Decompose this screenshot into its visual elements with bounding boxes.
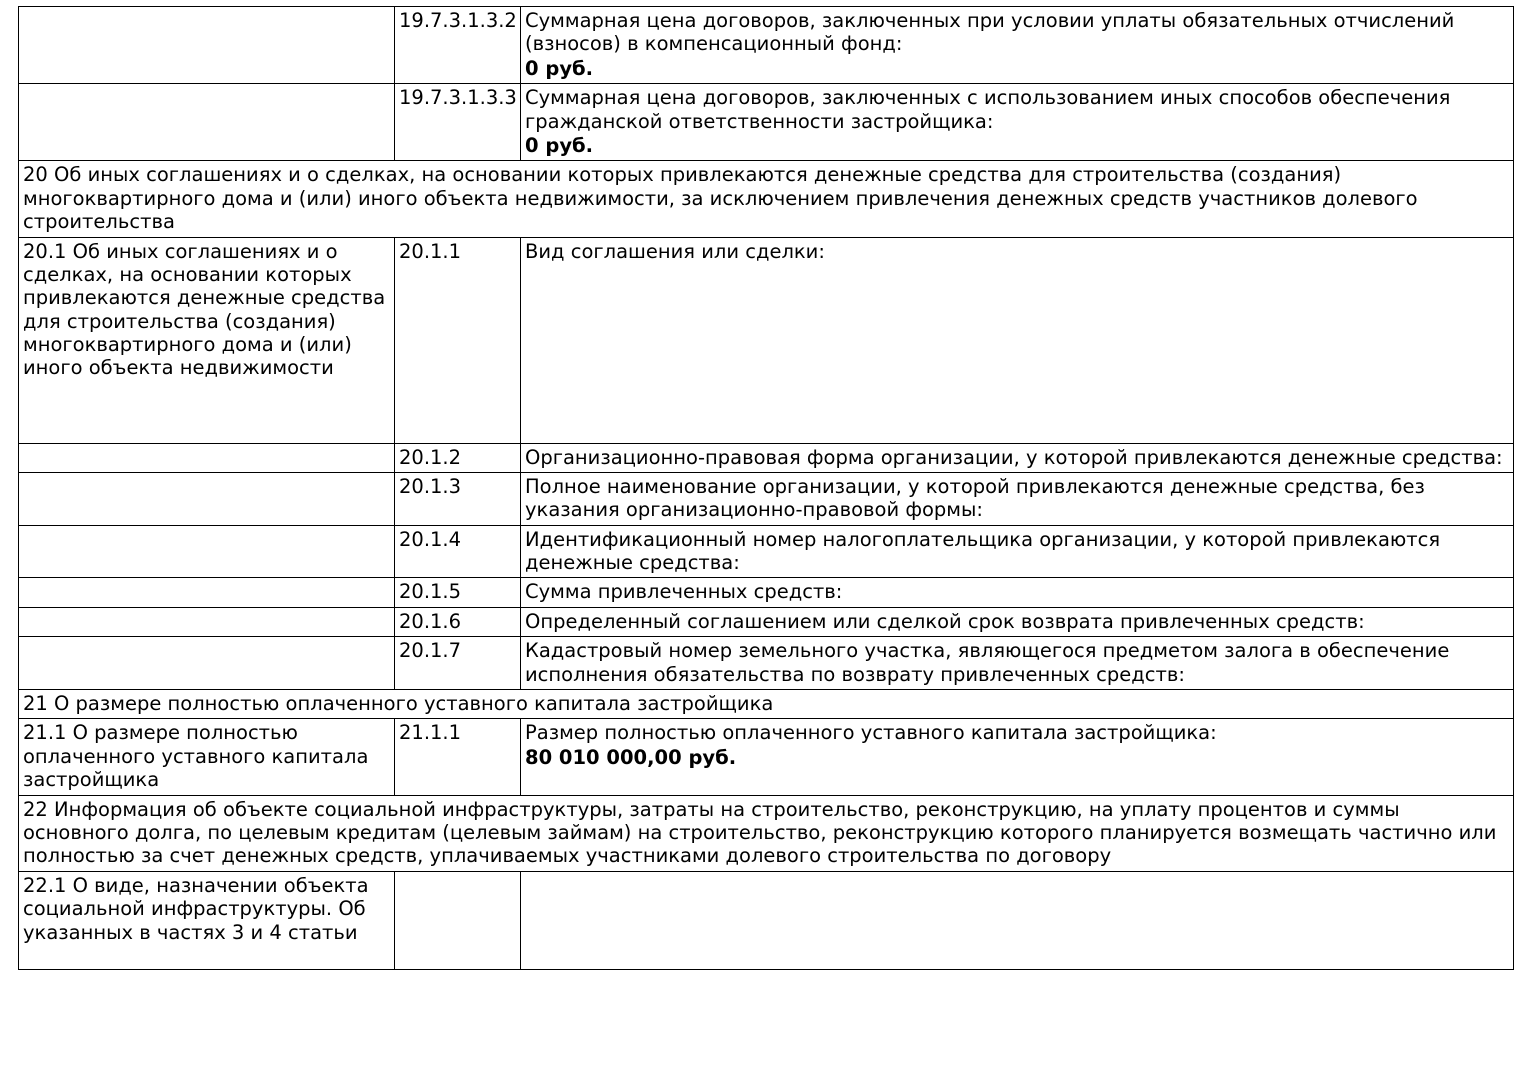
row-content-cell xyxy=(521,443,1514,472)
table-section-row xyxy=(19,161,1514,237)
row-label-cell xyxy=(19,84,395,161)
table-row xyxy=(19,237,1514,443)
row-content-cell xyxy=(521,472,1514,525)
row-content-text: Сумма привлеченных средств: xyxy=(525,580,843,604)
row-number-cell: 20.1.5 xyxy=(395,578,521,607)
row-label-cell xyxy=(19,7,395,84)
row-label-cell xyxy=(19,525,395,578)
row-number-cell: 20.1.6 xyxy=(395,607,521,636)
row-content-text: Определенный соглашением или сделкой срок возврата привлеченных средств: xyxy=(525,609,1365,633)
table-row xyxy=(19,871,1514,969)
row-number-cell: 20.1.2 xyxy=(395,443,521,472)
row-number-cell: 20.1.3 xyxy=(395,472,521,525)
row-label-cell: 21.1 О размере полностью оплаченного уставного капитала застройщика xyxy=(19,719,395,795)
section-heading-22: 22 Информация об объекте социальной инфраструктуры, затраты на строительство, реконструкцию, на уплату процентов и суммы основного долга, по целевым кредитам (целевым займам) на строительство, реконструкцию которого планируется возмещать частично или полностью за счет денежных средств, уплачиваемых участниками долевого строительства по договору xyxy=(19,795,1514,871)
row-label-cell xyxy=(19,607,395,636)
row-label-cell: 22.1 О виде, назначении объекта социальной инфраструктуры. Об указанных в частях 3 и 4 статьи xyxy=(19,871,395,969)
row-content-text: Идентификационный номер налогоплательщика организации, у которой привлекаются денежные средства: xyxy=(525,527,1441,575)
row-number-cell: 20.1.4 xyxy=(395,525,521,578)
row-number-cell: 20.1.7 xyxy=(395,637,521,690)
row-number-cell: 19.7.3.1.3.3 xyxy=(395,84,521,161)
table-row xyxy=(19,443,1514,472)
section-heading-21: 21 О размере полностью оплаченного уставного капитала застройщика xyxy=(19,690,1514,719)
row-content-text: Суммарная цена договоров, заключенных при условии уплаты обязательных отчислений (взносов) в компенсационный фонд: xyxy=(525,9,1455,56)
row-value-text: 0 руб. xyxy=(525,133,594,157)
row-content-cell xyxy=(521,719,1514,795)
row-content-cell xyxy=(521,237,1514,443)
row-content-text: Кадастровый номер земельного участка, являющегося предметом залога в обеспечение исполнения обязательства по возврату привлеченных средств: xyxy=(525,639,1450,686)
section-heading-20: 20 Об иных соглашениях и о сделках, на основании которых привлекаются денежные средства для строительства (создания) многоквартирного дома и (или) иного объекта недвижимости, за исключением привлечения денежных средств участников долевого строительства xyxy=(19,161,1514,237)
row-content-text: Суммарная цена договоров, заключенных с использованием иных способов обеспечения гражданской ответственности застройщика: xyxy=(525,86,1451,133)
row-number-cell: 20.1.1 xyxy=(395,237,521,443)
row-number-cell: 19.7.3.1.3.2 xyxy=(395,7,521,84)
row-label-cell: 20.1 Об иных соглашениях и о сделках, на основании которых привлекаются денежные средства для строительства (создания) многоквартирного дома и (или) иного объекта недвижимости xyxy=(19,237,395,443)
table-body xyxy=(19,7,1514,970)
row-number-cell xyxy=(395,871,521,969)
table-row xyxy=(19,719,1514,795)
row-content-cell xyxy=(521,578,1514,607)
row-value-text: 80 010 000,00 руб. xyxy=(525,745,737,769)
table-row xyxy=(19,578,1514,607)
developer-disclosure-table xyxy=(18,6,1514,970)
row-content-text: Размер полностью оплаченного уставного капитала застройщика: xyxy=(525,721,1217,745)
row-label-cell xyxy=(19,472,395,525)
table-row xyxy=(19,637,1514,690)
table-section-row xyxy=(19,795,1514,871)
row-label-cell xyxy=(19,637,395,690)
table-row xyxy=(19,607,1514,636)
table-row xyxy=(19,84,1514,161)
table-row xyxy=(19,525,1514,578)
row-label-cell xyxy=(19,578,395,607)
table-row xyxy=(19,472,1514,525)
row-content-cell xyxy=(521,637,1514,690)
row-content-cell xyxy=(521,7,1514,84)
row-value-text: 0 руб. xyxy=(525,56,594,80)
row-number-cell: 21.1.1 xyxy=(395,719,521,795)
row-content-text: Организационно-правовая форма организации, у которой привлекаются денежные средства: xyxy=(525,445,1503,469)
row-content-text: Вид соглашения или сделки: xyxy=(525,239,825,263)
row-label-cell xyxy=(19,443,395,472)
table-section-row xyxy=(19,690,1514,719)
row-content-cell xyxy=(521,871,1514,969)
row-content-text: Полное наименование организации, у которой привлекаются денежные средства, без указания организационно-правовой формы: xyxy=(525,474,1425,522)
row-content-cell xyxy=(521,84,1514,161)
table-row xyxy=(19,7,1514,84)
row-content-cell xyxy=(521,525,1514,578)
row-content-cell xyxy=(521,607,1514,636)
